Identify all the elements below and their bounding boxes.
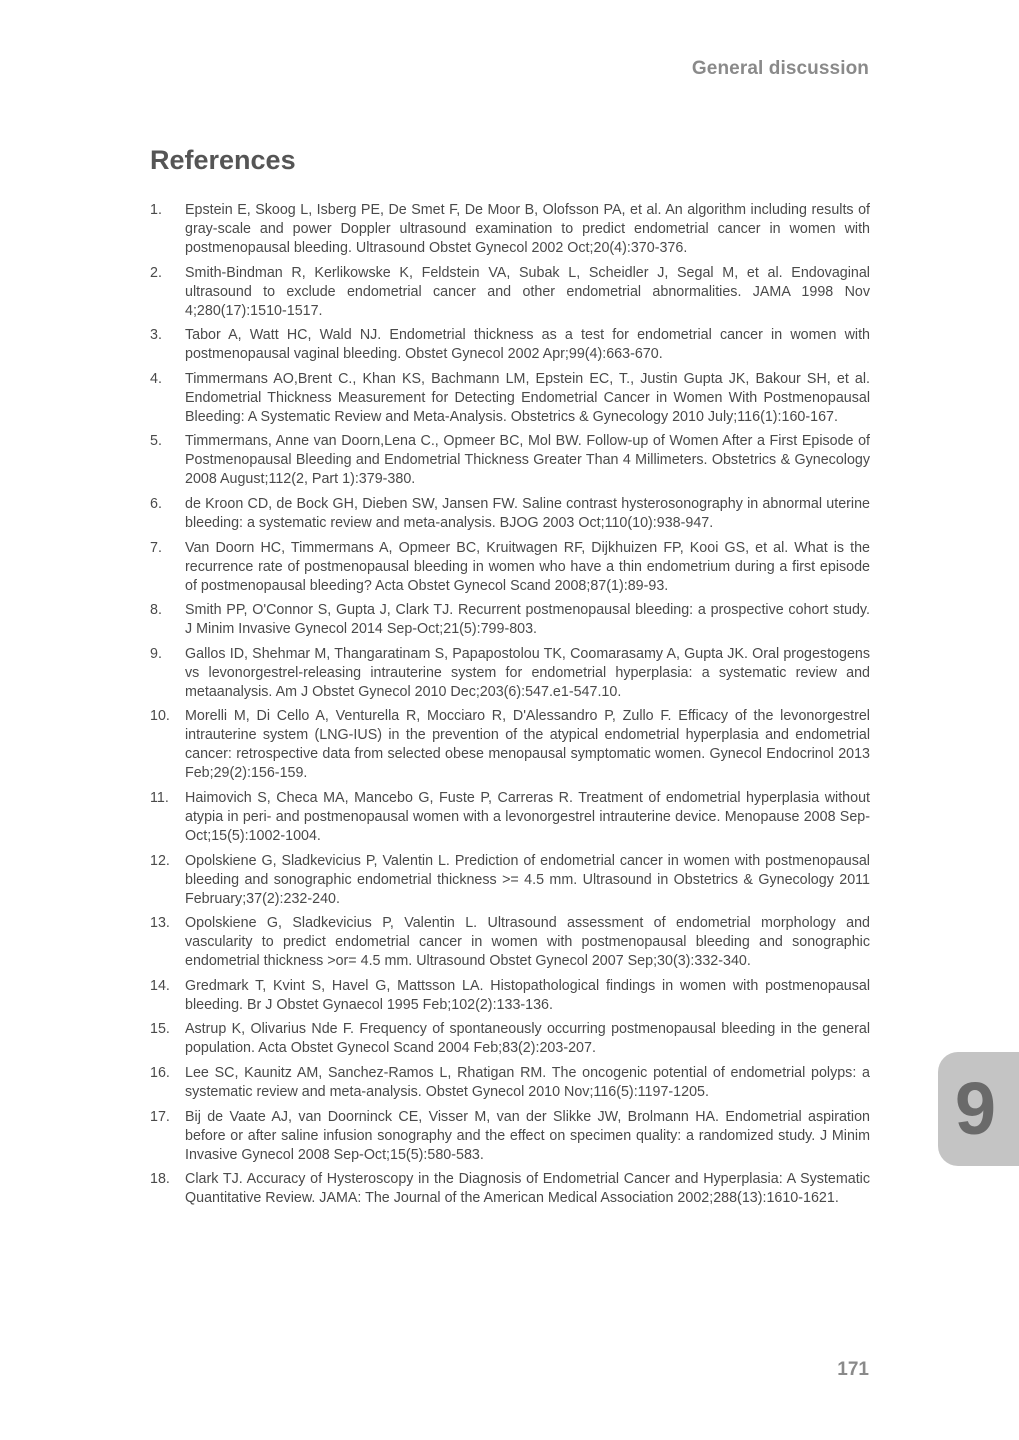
reference-item (150, 1064, 870, 1102)
reference-item (150, 1170, 870, 1208)
page-number: 171 (837, 1359, 869, 1380)
reference-number: 2. (150, 264, 162, 281)
reference-number: 13. (150, 915, 170, 932)
reference-text: Epstein E, Skoog L, Isberg PE, De Smet F, De Moor B, Olofsson PA, et al. An algorithm including results of gray-scale and power Doppler ultrasound examination to predict endometrial cancer in women with postmenopausal bleeding. Ultrasound Obstet Gynecol 2002 Oct;20(4):370-376. (185, 202, 870, 256)
reference-number: 14. (150, 977, 170, 994)
reference-text: Bij de Vaate AJ, van Doorninck CE, Visser M, van der Slikke JW, Brolmann HA. Endometrial aspiration before or after saline infusion sonography and the effect on specimen quality: a randomized study. J Minim Invasive Gynecol 2008 Sep-Oct;15(5):580-583. (185, 1108, 870, 1163)
reference-item (150, 201, 870, 258)
reference-number: 18. (150, 1171, 170, 1188)
reference-number: 3. (150, 327, 162, 344)
reference-text: Lee SC, Kaunitz AM, Sanchez-Ramos L, Rhatigan RM. The oncogenic potential of endometrial polyps: a systematic review and meta-analysis. Obstet Gynecol 2010 Nov;116(5):1197-1205. (185, 1064, 870, 1100)
reference-item (150, 495, 870, 533)
reference-item (150, 914, 870, 971)
reference-text: Gallos ID, Shehmar M, Thangaratinam S, Papapostolou TK, Coomarasamy A, Gupta JK. Oral progestogens vs levonorgestrel-releasing intrauterine system for endometrial hyperplasia: a systematic review and metaanalysis. Am J Obstet Gynecol 2010 Dec;203(6):547.e1-547.10. (185, 645, 870, 700)
reference-text: Opolskiene G, Sladkevicius P, Valentin L. Prediction of endometrial cancer in women with postmenopausal bleeding and sonographic endometrial thickness >= 4.5 mm. Ultrasound in Obstetrics & Gynecology 2011 February;37(2):232-240. (185, 852, 870, 907)
reference-text: Smith PP, O'Connor S, Gupta J, Clark TJ. Recurrent postmenopausal bleeding: a prospective cohort study. J Minim Invasive Gynecol 2014 Sep-Oct;21(5):799-803. (185, 602, 870, 638)
reference-number: 11. (150, 789, 169, 806)
reference-item (150, 432, 870, 489)
reference-item (150, 539, 870, 596)
reference-number: 12. (150, 852, 170, 869)
reference-item (150, 1020, 870, 1058)
reference-text: Van Doorn HC, Timmermans A, Opmeer BC, Kruitwagen RF, Dijkhuizen FP, Kooi GS, et al. What is the recurrence rate of postmenopausal bleeding in women who have a thin endometrium during a first episode of postmenopausal bleeding? Acta Obstet Gynecol Scand 2008;87(1):89-93. (185, 539, 870, 594)
reference-item (150, 789, 870, 846)
chapter-number: 9 (954, 1067, 997, 1150)
reference-item (150, 326, 870, 364)
reference-number: 15. (150, 1021, 170, 1038)
reference-number: 7. (150, 539, 162, 556)
reference-text: Opolskiene G, Sladkevicius P, Valentin L. Ultrasound assessment of endometrial morphology and vascularity to predict endometrial cancer in women with postmenopausal bleeding and sonographic endometrial thickness >or= 4.5 mm. Ultrasound Obstet Gynecol 2007 Sep;30(3):332-340. (185, 915, 870, 970)
reference-item (150, 264, 870, 321)
reference-text: Tabor A, Watt HC, Wald NJ. Endometrial thickness as a test for endometrial cancer in women with postmenopausal vaginal bleeding. Obstet Gynecol 2002 Apr;99(4):663-670. (185, 327, 870, 363)
reference-text: Timmermans AO,Brent C., Khan KS, Bachmann LM, Epstein EC, T., Justin Gupta JK, Bakour SH, et al. Endometrial Thickness Measurement for Detecting Endometrial Cancer in Women With Postmenopausal Bleeding: A Systematic Review and Meta-Analysis. Obstetrics & Gynecology 2010 July;116(1):160-167. (185, 370, 870, 425)
running-header: General discussion (691, 58, 869, 79)
section-title: References (150, 145, 296, 175)
reference-text: Clark TJ. Accuracy of Hysteroscopy in the Diagnosis of Endometrial Cancer and Hyperplasia: A Systematic Quantitative Review. JAMA: The Journal of the American Medical Association 2002;288(13):1610-1621. (185, 1171, 870, 1207)
reference-item (150, 707, 870, 783)
reference-item (150, 370, 870, 427)
reference-number: 5. (150, 433, 162, 450)
reference-number: 6. (150, 495, 162, 512)
reference-number: 1. (150, 202, 162, 218)
reference-text: Astrup K, Olivarius Nde F. Frequency of spontaneously occurring postmenopausal bleeding in the general population. Acta Obstet Gynecol Scand 2004 Feb;83(2):203-207. (185, 1021, 870, 1057)
reference-item (150, 1108, 870, 1165)
reference-text: Timmermans, Anne van Doorn,Lena C., Opmeer BC, Mol BW. Follow-up of Women After a First Episode of Postmenopausal Bleeding and Endometrial Thickness Greater Than 4 Millimeters. Obstetrics & Gynecology 2008 August;112(2, Part 1):379-380. (185, 433, 870, 488)
reference-number: 4. (150, 370, 162, 387)
reference-number: 8. (150, 602, 162, 619)
reference-text: Morelli M, Di Cello A, Venturella R, Mocciaro R, D'Alessandro P, Zullo F. Efficacy of the levonorgestrel intrauterine system (LNG-IUS) in the prevention of the atypical endometrial hyperplasia and endometrial cancer: retrospective data from selected obese menopausal symptomatic women. Gynecol Endocrinol 2013 Feb;29(2):156-159. (185, 708, 870, 782)
reference-item (150, 645, 870, 702)
reference-item (150, 601, 870, 639)
reference-text: Haimovich S, Checa MA, Mancebo G, Fuste P, Carreras R. Treatment of endometrial hyperplasia without atypia in peri- and postmenopausal women with a levonorgestrel intrauterine device. Menopause 2008 Sep-Oct;15(5):1002-1004. (185, 789, 870, 844)
reference-number: 10. (150, 708, 170, 725)
reference-item (150, 977, 870, 1015)
reference-text: Smith-Bindman R, Kerlikowske K, Feldstein VA, Subak L, Scheidler J, Segal M, et al. Endovaginal ultrasound to exclude endometrial cancer and other endometrial abnormalities. JAMA 1998 Nov 4;280(17):1510-1517. (185, 264, 870, 319)
reference-list (150, 201, 870, 1214)
reference-number: 17. (150, 1108, 170, 1125)
reference-number: 9. (150, 645, 162, 662)
chapter-tab (938, 1052, 1019, 1166)
reference-text: Gredmark T, Kvint S, Havel G, Mattsson LA. Histopathological findings in women with postmenopausal bleeding. Br J Obstet Gynaecol 1995 Feb;102(2):133-136. (185, 977, 870, 1013)
reference-number: 16. (150, 1064, 170, 1081)
reference-item (150, 852, 870, 909)
reference-text: de Kroon CD, de Bock GH, Dieben SW, Jansen FW. Saline contrast hysterosonography in abnormal uterine bleeding: a systematic review and meta-analysis. BJOG 2003 Oct;110(10):938-947. (185, 495, 870, 531)
